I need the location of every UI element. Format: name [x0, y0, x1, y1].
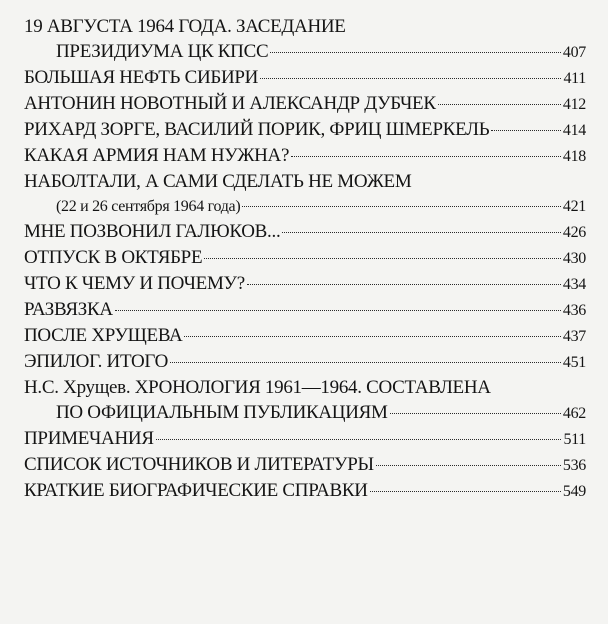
toc-entry-title: (22 и 26 сентября 1964 года): [56, 198, 241, 215]
toc-entry: [24, 143, 586, 169]
toc-page-number: 511: [563, 431, 586, 448]
leader-dots: [184, 336, 560, 337]
leader-dots: [282, 232, 560, 233]
leader-dots: [242, 206, 561, 207]
toc-entry: [24, 91, 586, 117]
toc-page-number: 407: [562, 44, 586, 61]
toc-entry-head: 19 АВГУСТА 1964 ГОДА. ЗАСЕДАНИЕ: [24, 16, 346, 37]
leader-dots: [247, 284, 561, 285]
toc-entry: [24, 375, 586, 426]
toc-entry-head: Н.С. Хрущев. ХРОНОЛОГИЯ 1961—1964. СОСТАВЛЕНА: [24, 377, 491, 398]
toc-entry-title: РАЗВЯЗКА: [24, 299, 113, 320]
toc-entry-title: СПИСОК ИСТОЧНИКОВ И ЛИТЕРАТУРЫ: [24, 454, 374, 475]
toc-entry-title: БОЛЬШАЯ НЕФТЬ СИБИРИ: [24, 67, 259, 88]
leader-dots: [260, 78, 561, 79]
leader-dots: [291, 156, 561, 157]
toc-entry: [24, 245, 586, 271]
toc-entry: [24, 323, 586, 349]
toc-entry-title: ПОСЛЕ ХРУЩЕВА: [24, 325, 183, 346]
toc-page-number: 436: [562, 302, 586, 319]
toc-entry: [24, 349, 586, 375]
toc-page-number: 414: [562, 122, 586, 139]
leader-dots: [370, 491, 561, 492]
toc-page-number: 536: [562, 457, 586, 474]
toc-entry-title: ПО ОФИЦИАЛЬНЫМ ПУБЛИКАЦИЯМ: [56, 402, 388, 423]
leader-dots: [115, 310, 561, 311]
toc-entry-title: ПРЕЗИДИУМА ЦК КПСС: [56, 41, 269, 62]
toc-page-number: 418: [562, 148, 586, 165]
toc-entry: [24, 117, 586, 143]
toc-page-number: 549: [562, 483, 586, 500]
toc-page-number: 412: [562, 96, 586, 113]
toc-entry-title: ПРИМЕЧАНИЯ: [24, 428, 154, 449]
toc-entry: [24, 14, 586, 65]
toc-page-number: 434: [562, 276, 586, 293]
toc-entry-title: АНТОНИН НОВОТНЫЙ И АЛЕКСАНДР ДУБЧЕК: [24, 93, 436, 114]
toc-page-number: 462: [562, 405, 586, 422]
toc-page-number: 451: [562, 354, 586, 371]
toc-entry-title: ОТПУСК В ОКТЯБРЕ: [24, 247, 203, 268]
toc-entry-title: КРАТКИЕ БИОГРАФИЧЕСКИЕ СПРАВКИ: [24, 480, 368, 501]
toc-entry-title: РИХАРД ЗОРГЕ, ВАСИЛИЙ ПОРИК, ФРИЦ ШМЕРКЕЛЬ: [24, 119, 490, 140]
leader-dots: [390, 413, 561, 414]
leader-dots: [204, 258, 561, 259]
toc-entry: [24, 478, 586, 504]
leader-dots: [376, 465, 561, 466]
toc-page-number: 411: [563, 70, 586, 87]
leader-dots: [491, 130, 561, 131]
leader-dots: [438, 104, 561, 105]
table-of-contents: [24, 14, 586, 504]
toc-entry-title: МНЕ ПОЗВОНИЛ ГАЛЮКОВ...: [24, 221, 281, 242]
toc-entry: [24, 271, 586, 297]
toc-entry-title: ЧТО К ЧЕМУ И ПОЧЕМУ?: [24, 273, 245, 294]
toc-entry-head: НАБОЛТАЛИ, А САМИ СДЕЛАТЬ НЕ МОЖЕМ: [24, 171, 412, 192]
leader-dots: [170, 362, 561, 363]
toc-page-number: 426: [562, 224, 586, 241]
toc-page-number: 430: [562, 250, 586, 267]
leader-dots: [270, 52, 561, 53]
toc-entry-title: ЭПИЛОГ. ИТОГО: [24, 351, 169, 372]
toc-page-number: 437: [562, 328, 586, 345]
toc-entry-title: КАКАЯ АРМИЯ НАМ НУЖНА?: [24, 145, 290, 166]
toc-page-number: 421: [562, 198, 586, 215]
toc-entry: [24, 65, 586, 91]
toc-entry: [24, 169, 586, 219]
leader-dots: [156, 439, 562, 440]
toc-entry: [24, 452, 586, 478]
toc-entry: [24, 297, 586, 323]
toc-entry: [24, 426, 586, 452]
toc-entry: [24, 219, 586, 245]
